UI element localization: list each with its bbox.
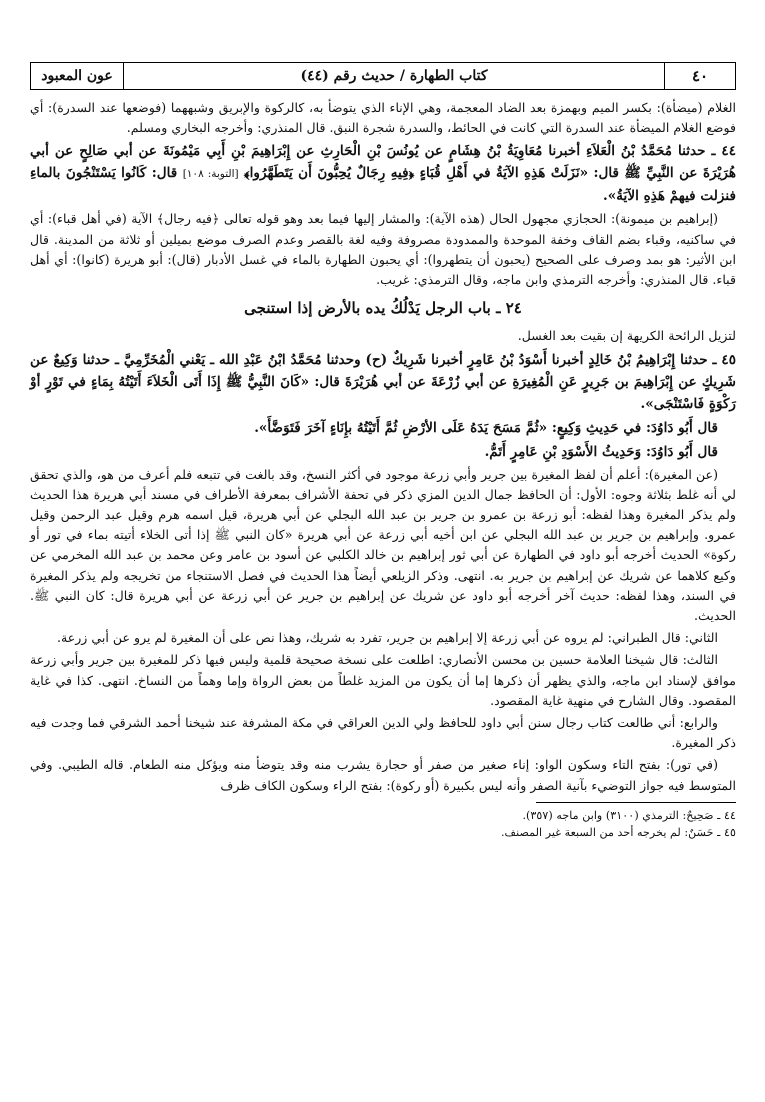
- commentary-paragraph: (في تور): بفتح التاء وسكون الواو: إناء صغير من صفر أو حجارة يشرب منه وقد يتوضأ منه ويؤكل منه الطعام. قاله الطيبي. وفي المتوسط فيه جواز التوضيء بآنية الصفر وأنه ليس بكبيرة (أو ركوة): بفتح الراء وسكون الكاف ظرف: [30, 757, 736, 793]
- commentary-paragraph: الثالث: قال شيخنا العلامة حسين بن محسن الأنصاري: اطلعت على نسخة صحيحة قلمية وليس فيها ذكر للمغيرة بين جرير وأبي زرعة موافق لإسناد ابن ماجه، والذي يظهر أن ذكرها إما أن يكون من المزيد غلطاً من بعض الرواة وإما وهماً من النساخ. انتهى. كذا في غاية المقصود. وقال الشارح في منهية غاية المقصود.: [30, 652, 736, 708]
- page-header: [30, 62, 736, 90]
- hadith-44: [30, 140, 736, 207]
- section-title: كتاب الطهارة / حديث رقم (٤٤): [300, 68, 488, 84]
- commentary-paragraph: (إبراهيم بن ميمونة): الحجازي مجهول الحال (هذه الآية): والمشار إليها فيما بعد وهو قوله تعالى ﴿فيه رجال﴾ الآية (في أهل قباء): أي في ساكنيه، وقباء بضم القاف وخفة الموحدة والممدودة مصروفة وفيه لغة بالقصر وعدم الصرف موضع بميلين أو ثلاثة من المدينة. قال ابن الأثير: هو بمد وصرف على الصحيح (يحبون أن يتطهروا): أي يحبون الطهارة بالماء في غسل الأدبار (قال): أبو هريرة (كانوا): أي أهل قباء. قال المنذري: وأخرجه الترمذي وابن ماجه، وقال الترمذي: غريب.: [30, 211, 736, 288]
- chapter-heading: ٢٤ ـ باب الرجل يَدْلُكُ يده بالأرض إذا استنجى: [244, 299, 522, 318]
- commentary-paragraph: الغلام (ميضأة): بكسر الميم وبهمزة بعد الضاد المعجمة، وهي الإناء الذي يتوضأ به، كالركوة والإبريق وشبههما (فوضعها عند السدرة): أي فوضع الغلام الميضأة عند السدرة التي كانت في الحائط، والسدرة شجرة النبق. قال المنذري: وأخرجه البخاري ومسلم.: [30, 100, 736, 136]
- hadith-45: ٤٥ ـ حدثنا إِبْرَاهِيمُ بْنُ خَالِدٍ أخبرنا أَسْوَدُ بْنُ عَامِرٍ أخبرنا شَرِيكٌ (ح) وحدثنا مُحَمَّدُ ابْنُ عَبْدِ الله ـ يَعْني الْمُخَرِّمِيَّ ـ حدثنا وَكِيعٌ عن شَرِيكٍ عن إِبْرَاهِيمَ بن جَرِيرٍ عَنِ الْمُغِيرَةِ عن أبي زُرْعَةَ عن أبي هُرَيْرَةَ قال: «كَانَ النَّبِيُّ ﷺ إِذَا أَتَى الْخَلاَءَ أَتَيْتُهُ بِمَاءٍ في تَوْرٍ أوْ رَكْوَةٍ فَاسْتَنْجَى».: [30, 351, 736, 412]
- book-name: عون المعبود: [31, 63, 124, 89]
- page-number: ٤٠: [664, 63, 735, 89]
- chapter-note: لتزيل الرائحة الكريهة إن بقيت بعد الغسل.: [517, 328, 736, 344]
- footnote-divider: [536, 802, 736, 803]
- commentary-paragraph: الثاني: قال الطبراني: لم يروه عن أبي زرعة إلا إبراهيم بن جرير، تفرد به شريك، وهذا نص على أن المغيرة لم يرو عن أبي زرعة.: [56, 630, 718, 646]
- quran-reference: [التوبة: ١٠٨]: [182, 168, 239, 181]
- commentary-paragraph: والرابع: أني طالعت كتاب رجال سنن أبي داود للحافظ ولي الدين العراقي في مكة المشرفة عند شيخنا أحمد الشرقي فما وجدت فيه ذكر المغيرة.: [30, 715, 736, 751]
- commentary-paragraph: (عن المغيرة): أعلم أن لفظ المغيرة بين جرير وأبي زرعة موجود في أكثر النسخ، وقد بالغت في تتبعه فلم أعرف من هو، والذي تحقق لي أنه غلط بثلاثة وجوه: الأول: أن الحافظ جمال الدين المزي ذكر في تحفة الأشراف بمعرفة الأطراف في مسند أبي هريرة هذا الحديث ولم يذكر المغيرة وهذا لفظه: أبو زرعة بن عمرو بن جرير بن عبد الله البجلي عن أبي هريرة، قيل اسمه هرم وقيل عبد الرحمن وقيل عمرو. وإبراهيم بن جرير بن عبد الله البجلي عن ابن أخيه أبي زرعة عن أبي هريرة «كان النبي ﷺ إذا أتى الخلاء أتيته بماء في تور أو ركوة» الحديث أخرجه أبو داود في الطهارة عن أبي ثور إبراهيم بن خالد الكلبي عن أسود بن عامر وعن محمد بن عبد الله المخرمي عن وكيع كلاهما عن شريك عن إبراهيم بن جرير به. انتهى. وذكر الزيلعي أيضاً هذا الحديث في فصل الاستنجاء من تخريجه ولم يذكر المغيرة في السند، وهذا لفظه: حديث آخر أخرجه أبو داود عن شريك عن إبراهيم بن جرير عن أبي زرعة عن أبي هريرة قال: كان النبي ﷺ. الحديث.: [30, 466, 736, 624]
- page-body: [30, 98, 736, 841]
- hadith-44-text: ٤٤ ـ حدثنا مُحَمَّدُ بْنُ الْعَلاَءِ أخبرنا مُعَاوِيَةُ بْنُ هِشَامٍ عن يُونُسَ بْنِ الْحَارِثِ عن إِبْرَاهِيمَ بْنِ أَبِي مَيْمُونَةَ عن أبي صَالِحٍ عن أبي هُرَيْرَةَ عن النَّبِيِّ ﷺ قال: «نَزَلَتْ هَذِهِ الآيَةُ في أَهْلِ قُبَاءٍ ﴿فِيهِ رِجَالٌ يُحِبُّونَ أَن يَتَطَهَّرُوا﴾: [30, 143, 737, 182]
- hadith-45-note: قال أَبُو دَاوُدَ: في حَدِيثِ وَكِيعٍ: «ثُمَّ مَسَحَ يَدَهُ عَلَى الأرْضِ ثُمَّ أَتَيْتُهُ بإِنَاءٍ آخَرَ فَتَوَضَّأَ».: [254, 419, 718, 436]
- page: [30, 62, 736, 841]
- hadith-44-ending: قال: كَانُوا يَسْتَنْجُونَ بالماءِ فنزلت فيهمْ هَذِهِ الآيَةُ».: [30, 165, 736, 205]
- footnote-45: ٤٥ ـ حَسَنٌ: لم يخرجه أحد من السبعة غير المصنف.: [500, 825, 736, 839]
- footnote-44: ٤٤ ـ صَحِيحٌ: الترمذي (٣١٠٠) وابن ماجه (٣٥٧).: [522, 808, 736, 822]
- hadith-45-note: قال أَبُو دَاوُدَ: وَحَدِيثُ الأَسْوَدِ بْنِ عَامِرٍ أَتَمُّ.: [484, 443, 718, 460]
